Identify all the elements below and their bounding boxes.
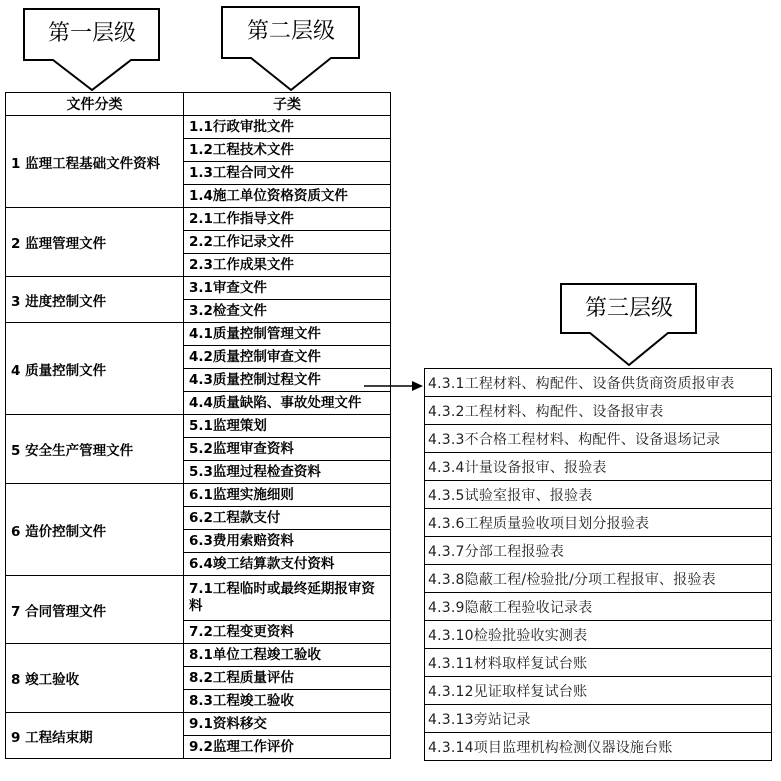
category-cell: 4 质量控制文件 [6, 323, 184, 415]
table-row [6, 415, 391, 438]
table-row [6, 576, 391, 621]
list-item [425, 677, 772, 705]
list-item [425, 621, 772, 649]
subcategory-cell: 4.1质量控制管理文件 [184, 323, 391, 346]
subcategory-cell: 9.1资料移交 [184, 713, 391, 736]
level-2-callout [221, 6, 361, 92]
table-row [6, 323, 391, 346]
connector-arrow-icon [364, 378, 424, 394]
list-item [425, 565, 772, 593]
third-level-item: 4.3.3不合格工程材料、构配件、设备退场记录 [425, 425, 772, 453]
third-level-item: 4.3.10检验批验收实测表 [425, 621, 772, 649]
subcategory-cell: 6.2工程款支付 [184, 507, 391, 530]
subcategory-cell: 5.1监理策划 [184, 415, 391, 438]
subcategory-cell: 4.2质量控制审查文件 [184, 346, 391, 369]
third-level-table [424, 368, 772, 761]
list-item [425, 453, 772, 481]
third-level-item: 4.3.1工程材料、构配件、设备供货商资质报审表 [425, 369, 772, 397]
header-category: 文件分类 [6, 93, 184, 116]
third-level-item: 4.3.11材料取样复试台账 [425, 649, 772, 677]
level-1-label: 第一层级 [47, 21, 136, 46]
category-cell: 6 造价控制文件 [6, 484, 184, 576]
subcategory-cell: 7.1工程临时或最终延期报审资料 [184, 576, 391, 621]
subcategory-cell: 2.3工作成果文件 [184, 254, 391, 277]
level-1-callout [23, 8, 161, 92]
table-row [6, 116, 391, 139]
table-row [6, 713, 391, 736]
list-item [425, 649, 772, 677]
list-item [425, 397, 772, 425]
third-level-item: 4.3.8隐蔽工程/检验批/分项工程报审、报验表 [425, 565, 772, 593]
subcategory-cell: 1.1行政审批文件 [184, 116, 391, 139]
list-item [425, 537, 772, 565]
subcategory-cell: 5.2监理审查资料 [184, 438, 391, 461]
third-level-item: 4.3.5试验室报审、报验表 [425, 481, 772, 509]
classification-table-body [6, 116, 391, 759]
header-sub: 子类 [184, 93, 391, 116]
level-2-label: 第二层级 [246, 19, 335, 44]
third-level-table-body [425, 369, 772, 761]
list-item [425, 509, 772, 537]
third-level-item: 4.3.9隐蔽工程验收记录表 [425, 593, 772, 621]
subcategory-cell: 6.1监理实施细则 [184, 484, 391, 507]
subcategory-cell: 9.2监理工作评价 [184, 736, 391, 759]
category-cell: 9 工程结束期 [6, 713, 184, 759]
subcategory-cell: 7.2工程变更资料 [184, 621, 391, 644]
subcategory-cell: 6.3费用索赔资料 [184, 530, 391, 553]
subcategory-cell: 8.1单位工程竣工验收 [184, 644, 391, 667]
subcategory-cell: 6.4竣工结算款支付资料 [184, 553, 391, 576]
subcategory-cell: 2.2工作记录文件 [184, 231, 391, 254]
table-row [6, 644, 391, 667]
level-3-callout [560, 283, 698, 367]
subcategory-cell: 4.4质量缺陷、事故处理文件 [184, 392, 391, 415]
list-item [425, 733, 772, 761]
subcategory-cell: 2.1工作指导文件 [184, 208, 391, 231]
category-cell: 2 监理管理文件 [6, 208, 184, 277]
list-item [425, 705, 772, 733]
subcategory-cell: 1.3工程合同文件 [184, 162, 391, 185]
subcategory-cell: 3.2检查文件 [184, 300, 391, 323]
category-cell: 3 进度控制文件 [6, 277, 184, 323]
subcategory-cell: 1.4施工单位资格资质文件 [184, 185, 391, 208]
subcategory-cell: 4.3质量控制过程文件 [184, 369, 391, 392]
third-level-item: 4.3.14项目监理机构检测仪器设施台账 [425, 733, 772, 761]
subcategory-cell: 5.3监理过程检查资料 [184, 461, 391, 484]
subcategory-cell: 1.2工程技术文件 [184, 139, 391, 162]
third-level-item: 4.3.13旁站记录 [425, 705, 772, 733]
list-item [425, 593, 772, 621]
third-level-item: 4.3.2工程材料、构配件、设备报审表 [425, 397, 772, 425]
subcategory-cell: 8.2工程质量评估 [184, 667, 391, 690]
list-item [425, 481, 772, 509]
subcategory-cell: 8.3工程竣工验收 [184, 690, 391, 713]
third-level-item: 4.3.12见证取样复试台账 [425, 677, 772, 705]
classification-table [5, 92, 391, 759]
list-item [425, 425, 772, 453]
category-cell: 8 竣工验收 [6, 644, 184, 713]
list-item [425, 369, 772, 397]
category-cell: 5 安全生产管理文件 [6, 415, 184, 484]
table-row [6, 277, 391, 300]
third-level-item: 4.3.4计量设备报审、报验表 [425, 453, 772, 481]
category-cell: 1 监理工程基础文件资料 [6, 116, 184, 208]
third-level-item: 4.3.7分部工程报验表 [425, 537, 772, 565]
table-row [6, 484, 391, 507]
category-cell: 7 合同管理文件 [6, 576, 184, 644]
subcategory-cell: 3.1审查文件 [184, 277, 391, 300]
level-3-label: 第三层级 [584, 296, 673, 321]
third-level-item: 4.3.6工程质量验收项目划分报验表 [425, 509, 772, 537]
table-row [6, 208, 391, 231]
